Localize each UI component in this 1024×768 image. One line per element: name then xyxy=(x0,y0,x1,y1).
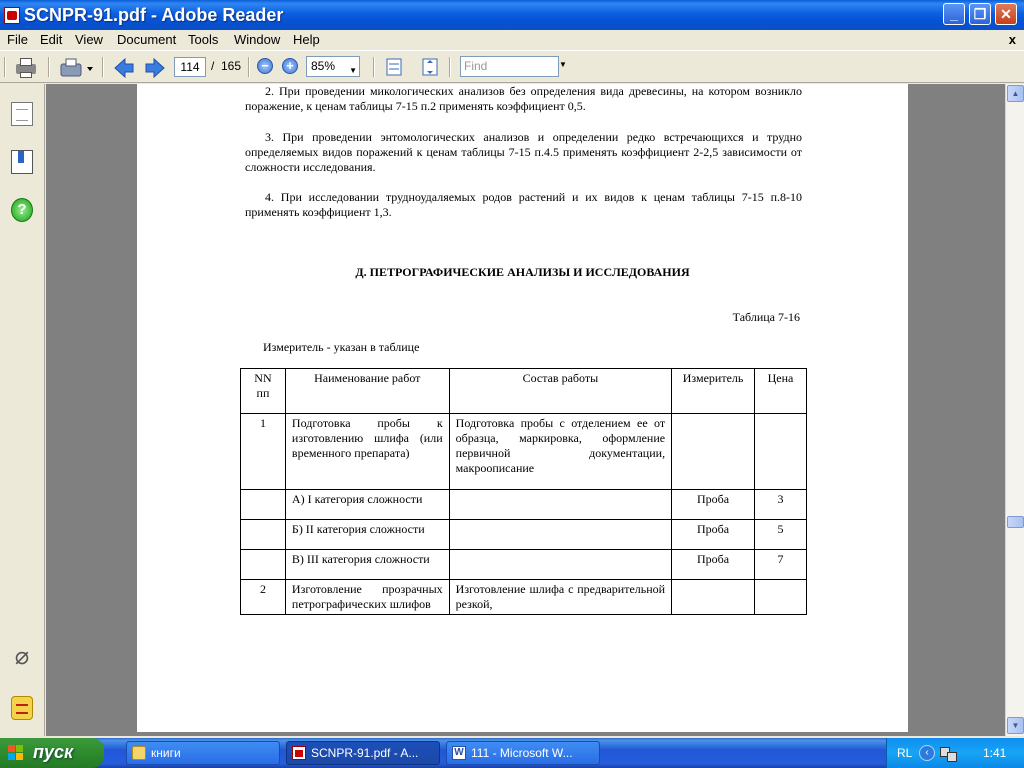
pdf-icon xyxy=(292,746,306,760)
header-number: NN пп xyxy=(241,369,286,414)
paragraph-4: 4. При исследовании трудноудаляемых родов растений и их видов к ценам таблицы 7-15 п.8-10 применять коэффициент 1,3. xyxy=(245,190,802,219)
pdf-app-icon[interactable] xyxy=(4,7,20,24)
cell-work-name: Б) II категория сложности xyxy=(285,520,449,550)
navigation-pane xyxy=(0,84,45,736)
unit-note: Измеритель - указан в таблице xyxy=(263,340,420,354)
attachment-icon[interactable]: ⌀ xyxy=(14,643,30,670)
cell-price: 5 xyxy=(755,520,807,550)
start-label: пуск xyxy=(33,742,74,762)
comments-icon[interactable] xyxy=(11,696,33,720)
header-unit: Измеритель xyxy=(672,369,755,414)
cell-work-composition: Подготовка пробы с отделением ее от образца, маркировка, оформление первичной документации, макроописание xyxy=(449,414,671,490)
table-row xyxy=(241,520,807,550)
header-work-name: Наименование работ xyxy=(285,369,449,414)
cell-work-composition xyxy=(449,490,671,520)
toolbar-grip xyxy=(4,57,6,77)
menu-edit[interactable]: Edit xyxy=(40,32,63,47)
taskbar-item-adobe-reader[interactable] xyxy=(286,741,440,765)
table-row xyxy=(241,414,807,490)
page-separator: / xyxy=(211,59,215,73)
properties-icon[interactable] xyxy=(58,56,94,80)
header-work-composition: Состав работы xyxy=(449,369,671,414)
paragraph-3: 3. При проведении энтомологических анализов и определении редко встречающихся и трудно определяемых видов поражений к ценам таблицы 7-15 п.4.5 применять коэффициент 2-2,5 зависимости от сложности исследования. xyxy=(245,130,802,174)
find-input[interactable]: Find xyxy=(460,56,559,77)
menu-document[interactable]: Document xyxy=(117,32,177,47)
cell-work-composition xyxy=(449,520,671,550)
table-row xyxy=(241,550,807,580)
cell-number xyxy=(241,550,286,580)
cell-unit: Проба xyxy=(672,550,755,580)
cell-price xyxy=(755,414,807,490)
scroll-down-button[interactable]: ▼ xyxy=(1007,717,1024,734)
table-header-row xyxy=(241,369,807,414)
cell-work-name: А) I категория сложности xyxy=(285,490,449,520)
cell-number: 2 xyxy=(241,580,286,615)
zoom-level-value: 85% xyxy=(311,59,336,73)
cell-number xyxy=(241,490,286,520)
windows-logo-icon xyxy=(8,745,24,761)
chevron-down-icon[interactable]: ▼ xyxy=(349,66,357,75)
menu-view[interactable]: View xyxy=(75,32,103,47)
previous-page-icon[interactable] xyxy=(112,56,136,80)
scroll-thumb[interactable] xyxy=(1007,516,1024,528)
folder-icon xyxy=(132,746,146,760)
toolbar-separator xyxy=(373,57,375,77)
document-close-button[interactable]: x xyxy=(1008,32,1016,47)
clock[interactable]: 1:41 xyxy=(983,746,1007,760)
print-icon[interactable] xyxy=(14,56,38,80)
toolbar-separator xyxy=(449,57,451,77)
cell-work-name: Изготовление прозрачных петрографических шлифов xyxy=(285,580,449,615)
pages-icon[interactable] xyxy=(11,102,33,126)
task-label: SCNPR-91.pdf - A... xyxy=(311,746,419,760)
maximize-button[interactable]: ❐ xyxy=(969,3,991,25)
toolbar-separator xyxy=(248,57,250,77)
cell-unit: Проба xyxy=(672,490,755,520)
document-view[interactable] xyxy=(46,84,1005,736)
network-icon[interactable] xyxy=(940,745,956,761)
find-options-chevron-down-icon[interactable]: ▼ xyxy=(559,60,567,69)
taskbar xyxy=(0,738,1024,768)
taskbar-item-word[interactable] xyxy=(446,741,600,765)
start-button[interactable] xyxy=(0,738,104,768)
total-pages: 165 xyxy=(221,59,242,73)
cell-number: 1 xyxy=(241,414,286,490)
close-button[interactable]: ✕ xyxy=(995,3,1017,25)
task-label: книги xyxy=(151,746,181,760)
cell-unit xyxy=(672,414,755,490)
help-icon[interactable]: ? xyxy=(11,198,33,222)
cell-work-name: В) III категория сложности xyxy=(285,550,449,580)
minimize-button[interactable]: _ xyxy=(943,3,965,25)
table-row xyxy=(241,490,807,520)
cell-work-name: Подготовка пробы к изготовлению шлифа (или временного препарата) xyxy=(285,414,449,490)
fit-width-icon[interactable] xyxy=(420,57,440,77)
title-bar[interactable] xyxy=(0,0,1024,30)
show-hidden-icons-button[interactable]: ‹ xyxy=(919,745,935,761)
pdf-page xyxy=(137,84,908,732)
cell-unit: Проба xyxy=(672,520,755,550)
cell-price: 3 xyxy=(755,490,807,520)
table-row xyxy=(241,580,807,615)
cell-work-composition xyxy=(449,550,671,580)
cell-number xyxy=(241,520,286,550)
toolbar-separator xyxy=(48,57,50,77)
menu-window[interactable]: Window xyxy=(234,32,281,47)
section-title: Д. ПЕТРОГРАФИЧЕСКИЕ АНАЛИЗЫ И ИССЛЕДОВАНИЯ xyxy=(355,265,690,279)
paragraph-2: 2. При проведении микологических анализов без определения вида древесины, на котором возникло поражение, к ценам таблицы 7-15 п.2 применять коэффициент 0,5. xyxy=(245,84,802,113)
language-indicator[interactable]: RL xyxy=(897,746,913,760)
next-page-icon[interactable] xyxy=(143,56,167,80)
vertical-scrollbar[interactable] xyxy=(1005,84,1024,736)
menu-file[interactable]: File xyxy=(7,32,28,47)
zoom-in-icon[interactable]: + xyxy=(282,58,298,74)
fit-page-icon[interactable] xyxy=(384,57,404,77)
page-number-input[interactable]: 114 xyxy=(174,57,206,77)
toolbar-separator xyxy=(102,57,104,77)
cell-price: 7 xyxy=(755,550,807,580)
window-title: SCNPR-91.pdf - Adobe Reader xyxy=(24,5,284,25)
menu-help[interactable]: Help xyxy=(293,32,320,47)
cell-price xyxy=(755,580,807,615)
task-label: 111 - Microsoft W... xyxy=(471,746,573,760)
zoom-level-select[interactable] xyxy=(306,56,360,77)
header-price: Цена xyxy=(755,369,807,414)
cell-unit xyxy=(672,580,755,615)
word-icon: W xyxy=(452,746,466,760)
zoom-out-icon[interactable]: − xyxy=(257,58,273,74)
price-table xyxy=(240,368,807,615)
taskbar-item-books[interactable] xyxy=(126,741,280,765)
menu-bar xyxy=(0,30,1024,50)
cell-work-composition: Изготовление шлифа с предварительной резкой, xyxy=(449,580,671,615)
bookmarks-icon[interactable] xyxy=(11,150,33,174)
system-tray xyxy=(886,738,1024,768)
table-label: Таблица 7-16 xyxy=(732,310,800,324)
scroll-up-button[interactable]: ▲ xyxy=(1007,85,1024,102)
menu-tools[interactable]: Tools xyxy=(188,32,219,47)
